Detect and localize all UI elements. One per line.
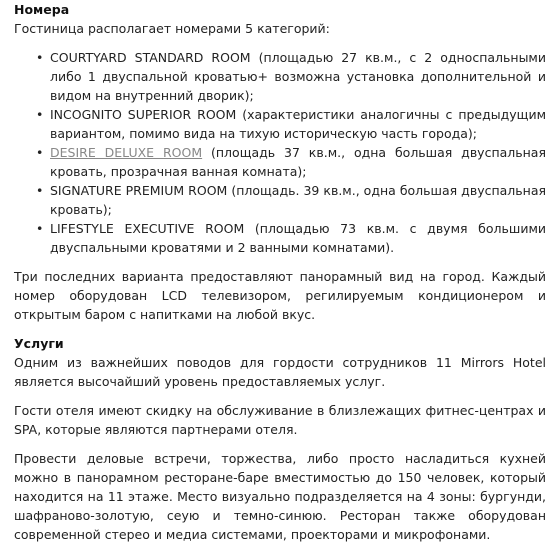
services-paragraph-3: Провести деловые встречи, торжества, либо просто насладиться кухней можно в панорамном ресторане-баре вместимостью до 150 человек, который находится на 11 этаже. Место визуально подразделяется на 4 зоны: бургунди, шафраново-золотую, сеую и темно-синюю. Ресторан также оборудован современной стерео и медиа системами, проекторами и микрофонами. <box>14 451 546 542</box>
room-name: INCOGNITO SUPERIOR ROOM <box>50 107 237 122</box>
room-description: (площадью 73 кв.м. с двумя большими двуспальными кроватями и 2 ванными комнатами). <box>50 221 546 255</box>
spacer <box>14 324 546 334</box>
bullet-icon: • <box>36 183 44 198</box>
list-item-room-signature <box>36 181 546 219</box>
list-item-room-incognito <box>36 105 546 143</box>
spacer <box>14 257 546 267</box>
room-description: (площадь 37 кв.м., одна большая двуспальная кровать, прозрачная ванная комната); <box>50 145 546 179</box>
bullet-icon: • <box>36 221 44 236</box>
room-description: (площадью 27 кв.м., с 2 односпальными либо 1 двуспальной кроватью+ возможна установка дополнительной и видом на внутренний дворик); <box>50 50 546 103</box>
list-item-room-courtyard <box>36 48 546 105</box>
room-name: COURTYARD STANDARD ROOM <box>50 50 251 65</box>
room-description: (площадь. 39 кв.м., одна большая двуспальная кровать); <box>50 183 546 217</box>
room-name: SIGNATURE PREMIUM ROOM <box>50 183 228 198</box>
services-paragraph-2: Гости отеля имеют скидку на обслуживание в близлежащих фитнес-центрах и SPA, которые являются партнерами отеля. <box>14 403 546 437</box>
rooms-intro: Гостиница располагает номерами 5 категорий: <box>14 21 330 36</box>
desire-deluxe-room-link[interactable]: DESIRE DELUXE ROOM <box>50 145 203 160</box>
bullet-icon: • <box>36 107 44 122</box>
bullet-icon: • <box>36 50 44 65</box>
room-categories-list <box>14 48 546 257</box>
rooms-heading: Номера <box>14 2 70 17</box>
spacer <box>14 391 546 401</box>
services-heading: Услуги <box>14 336 64 351</box>
rooms-outro-paragraph: Три последних варианта предоставляют панорамный вид на город. Каждый номер оборудован LCD телевизором, регилируемым кондиционером и открытым баром с напитками на любой вкус. <box>14 269 546 322</box>
spacer <box>14 38 546 48</box>
room-name: LIFESTYLE EXECUTIVE ROOM <box>50 221 245 236</box>
spacer <box>14 439 546 449</box>
room-description: (характеристики аналогичны с предыдущим вариантом, помимо вида на тихую историческую часть города); <box>50 107 546 141</box>
list-item-room-desire <box>36 143 546 181</box>
list-item-room-lifestyle <box>36 219 546 257</box>
bullet-icon: • <box>36 145 44 160</box>
services-paragraph-1: Одним из важнейших поводов для гордости сотрудников 11 Mirrors Hotel является высочайший уровень предоставляемых услуг. <box>14 355 546 389</box>
